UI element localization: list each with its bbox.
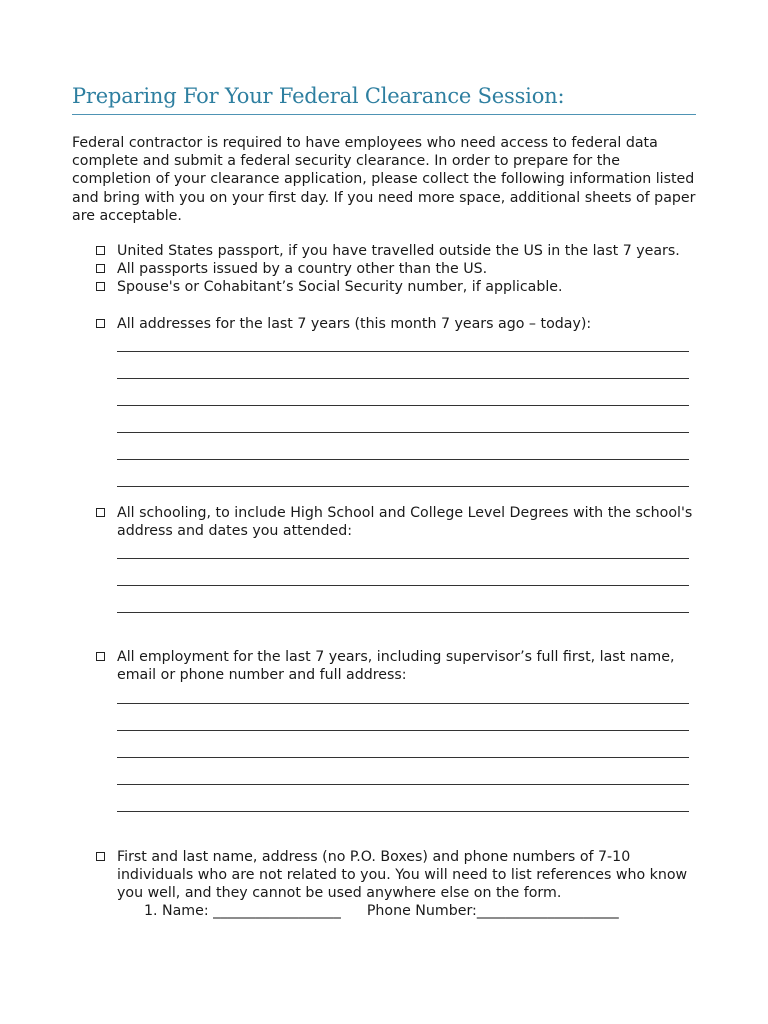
write-in-line[interactable]	[117, 758, 689, 785]
checklist-item-text: All employment for the last 7 years, including supervisor’s full first, last name, email or phone number and full address:	[117, 649, 675, 684]
write-in-line[interactable]	[117, 333, 689, 352]
checkbox-icon[interactable]	[96, 852, 105, 861]
page-title: Preparing For Your Federal Clearance Session:	[72, 84, 696, 115]
write-in-line[interactable]	[117, 406, 689, 433]
checklist-item-employment	[72, 648, 696, 811]
write-in-line[interactable]	[117, 704, 689, 731]
write-in-line[interactable]	[117, 540, 689, 559]
write-in-line[interactable]	[117, 379, 689, 406]
write-in-line[interactable]	[117, 586, 689, 613]
write-in-line[interactable]	[117, 685, 689, 704]
reference-name-field[interactable]: Name: __________________	[162, 903, 341, 920]
checklist-item-text: All addresses for the last 7 years (this month 7 years ago – today):	[117, 315, 592, 332]
checklist	[72, 242, 696, 902]
checklist-item-text: All passports issued by a country other than the US.	[117, 261, 488, 278]
spacer	[72, 297, 696, 315]
checklist-item-foreign-passports	[72, 260, 696, 278]
checklist-item-text: All schooling, to include High School and College Level Degrees with the school's address and dates you attended:	[117, 504, 693, 540]
checklist-item-schooling	[72, 504, 696, 613]
checklist-item-us-passport	[72, 242, 696, 260]
checklist-item-text: United States passport, if you have travelled outside the US in the last 7 years.	[117, 243, 680, 260]
write-in-line[interactable]	[117, 352, 689, 379]
schooling-write-lines	[117, 540, 696, 613]
spacer	[72, 487, 696, 504]
checkbox-icon[interactable]	[96, 508, 105, 517]
write-in-line[interactable]	[117, 460, 689, 487]
intro-paragraph: Federal contractor is required to have employees who need access to federal data complete and submit a federal security clearance. In order to prepare for the completion of your clearance application, please collect the following information listed and bring with you on your first day. If you need more space, additional sheets of paper are acceptable.	[72, 135, 696, 224]
checkbox-icon[interactable]	[96, 319, 105, 328]
write-in-line[interactable]	[117, 785, 689, 812]
spacer	[72, 812, 696, 848]
write-in-line[interactable]	[117, 731, 689, 758]
reference-phone-field[interactable]: Phone Number:____________________	[366, 903, 619, 920]
checklist-item-text: Spouse's or Cohabitant’s Social Security number, if applicable.	[117, 279, 563, 296]
address-write-lines	[117, 333, 696, 487]
checkbox-icon[interactable]	[96, 652, 105, 661]
checklist-item-addresses	[72, 315, 696, 487]
checkbox-icon[interactable]	[96, 282, 105, 291]
write-in-line[interactable]	[117, 559, 689, 586]
checklist-item-spouse-ssn	[72, 278, 696, 296]
write-in-line[interactable]	[117, 433, 689, 460]
employment-write-lines	[117, 685, 696, 812]
checkbox-icon[interactable]	[96, 264, 105, 273]
checkbox-icon[interactable]	[96, 246, 105, 255]
reference-entry-1	[144, 902, 696, 920]
checklist-item-references	[72, 848, 696, 903]
spacer	[72, 613, 696, 648]
reference-number: 1.	[144, 903, 158, 920]
document-page	[72, 84, 696, 920]
checklist-item-text: First and last name, address (no P.O. Boxes) and phone numbers of 7-10 individuals who are not related to you. You will need to list references who know you well, and they cannot be used anywhere else on the form.	[117, 848, 688, 902]
